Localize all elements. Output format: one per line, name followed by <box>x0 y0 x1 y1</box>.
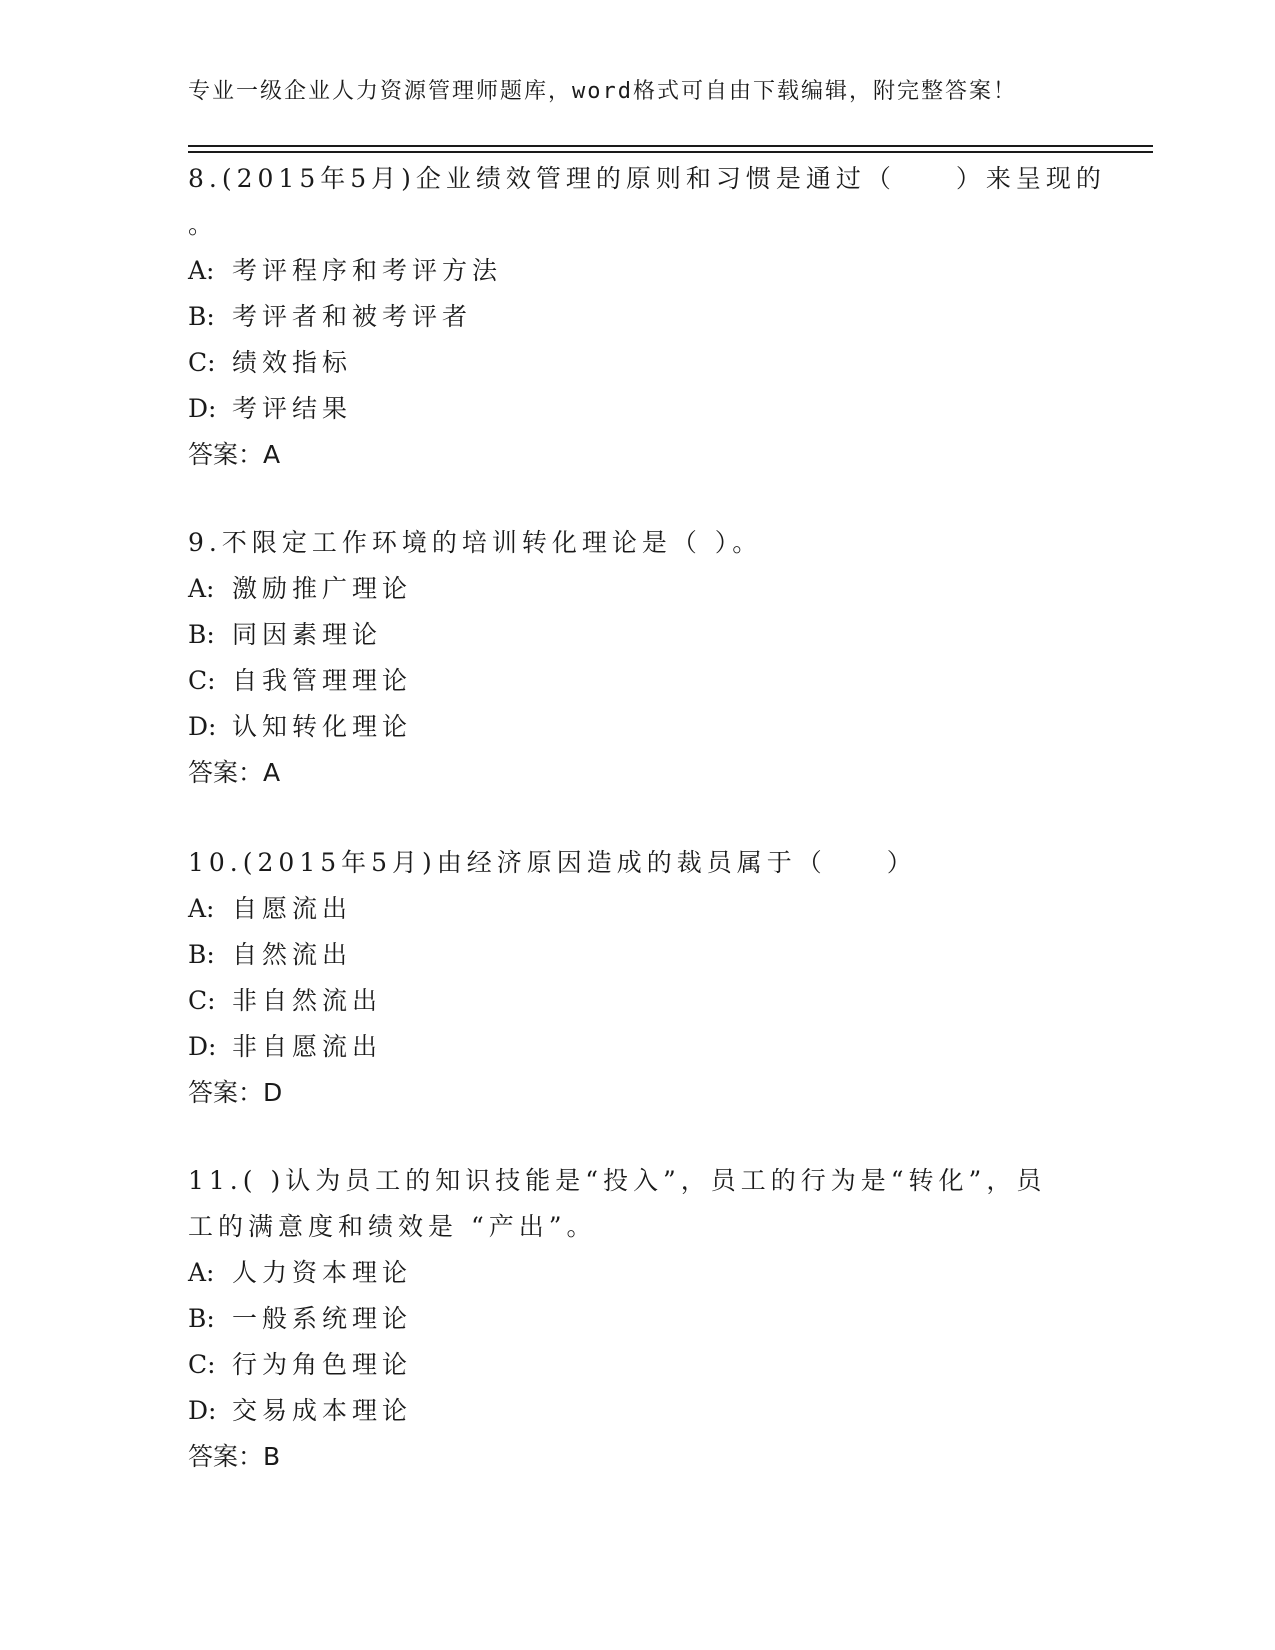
option-letter: B: <box>188 620 215 649</box>
question-10 <box>188 840 1088 1116</box>
option-text: 一般系统理论 <box>232 1304 413 1333</box>
header-divider-bottom <box>188 151 1153 153</box>
option-text: 交易成本理论 <box>232 1396 413 1425</box>
option-letter: C: <box>188 986 216 1015</box>
option-letter: C: <box>188 666 216 695</box>
option-a <box>188 1250 1088 1296</box>
option-text: 自愿流出 <box>232 894 353 923</box>
question-8 <box>188 156 1106 478</box>
option-b <box>188 294 1088 340</box>
option-d <box>188 1024 1088 1070</box>
option-d <box>188 1388 1088 1434</box>
answer-line: 答案：D <box>188 1078 283 1107</box>
option-letter: A: <box>188 1258 215 1287</box>
option-text: 认知转化理论 <box>232 712 413 741</box>
option-d <box>188 386 1088 432</box>
option-text: 绩效指标 <box>232 348 353 377</box>
option-letter: C: <box>188 348 216 377</box>
option-text: 行为角色理论 <box>232 1350 413 1379</box>
option-c <box>188 1342 1088 1388</box>
question-9 <box>188 520 1088 796</box>
option-letter: A: <box>188 574 215 603</box>
option-letter: B: <box>188 940 215 969</box>
answer-line: 答案：B <box>188 1442 281 1471</box>
question-stem: 10.(2015年5月)由经济原因造成的裁员属于（ ） <box>188 848 917 877</box>
option-b <box>188 932 1088 978</box>
option-b <box>188 1296 1088 1342</box>
question-11 <box>188 1158 1088 1480</box>
option-c <box>188 978 1088 1024</box>
option-text: 自我管理理论 <box>232 666 413 695</box>
option-text: 自然流出 <box>232 940 353 969</box>
option-letter: B: <box>188 1304 215 1333</box>
option-text: 激励推广理论 <box>232 574 413 603</box>
option-letter: D: <box>188 1396 217 1425</box>
option-letter: D: <box>188 394 217 423</box>
option-text: 考评者和被考评者 <box>232 302 473 331</box>
option-text: 同因素理论 <box>232 620 383 649</box>
option-letter: A: <box>188 894 215 923</box>
question-stem: 11.( )认为员工的知识技能是“投入”，员工的行为是“转化”，员 <box>188 1166 1047 1195</box>
option-a <box>188 886 1088 932</box>
option-letter: C: <box>188 1350 216 1379</box>
question-stem: 8.(2015年5月)企业绩效管理的原则和习惯是通过（ ）来呈现的 <box>188 164 1106 193</box>
answer-line: 答案：A <box>188 440 281 469</box>
option-a <box>188 566 1088 612</box>
option-letter: D: <box>188 1032 217 1061</box>
option-c <box>188 658 1088 704</box>
option-c <box>188 340 1088 386</box>
answer-line: 答案：A <box>188 758 281 787</box>
option-text: 考评程序和考评方法 <box>232 256 503 285</box>
option-a <box>188 248 1088 294</box>
option-letter: D: <box>188 712 217 741</box>
option-text: 考评结果 <box>232 394 353 423</box>
option-text: 人力资本理论 <box>232 1258 413 1287</box>
question-stem: 。 <box>188 210 219 239</box>
option-text: 非自然流出 <box>232 986 383 1015</box>
option-letter: A: <box>188 256 215 285</box>
question-stem: 9.不限定工作环境的培训转化理论是（ ）。 <box>188 528 763 557</box>
option-letter: B: <box>188 302 215 331</box>
question-stem: 工的满意度和绩效是 “产出”。 <box>188 1212 597 1241</box>
option-d <box>188 704 1088 750</box>
option-text: 非自愿流出 <box>232 1032 383 1061</box>
header-divider-top <box>188 145 1153 147</box>
option-b <box>188 612 1088 658</box>
page-header: 专业一级企业人力资源管理师题库，word格式可自由下载编辑，附完整答案！ <box>188 79 1017 104</box>
